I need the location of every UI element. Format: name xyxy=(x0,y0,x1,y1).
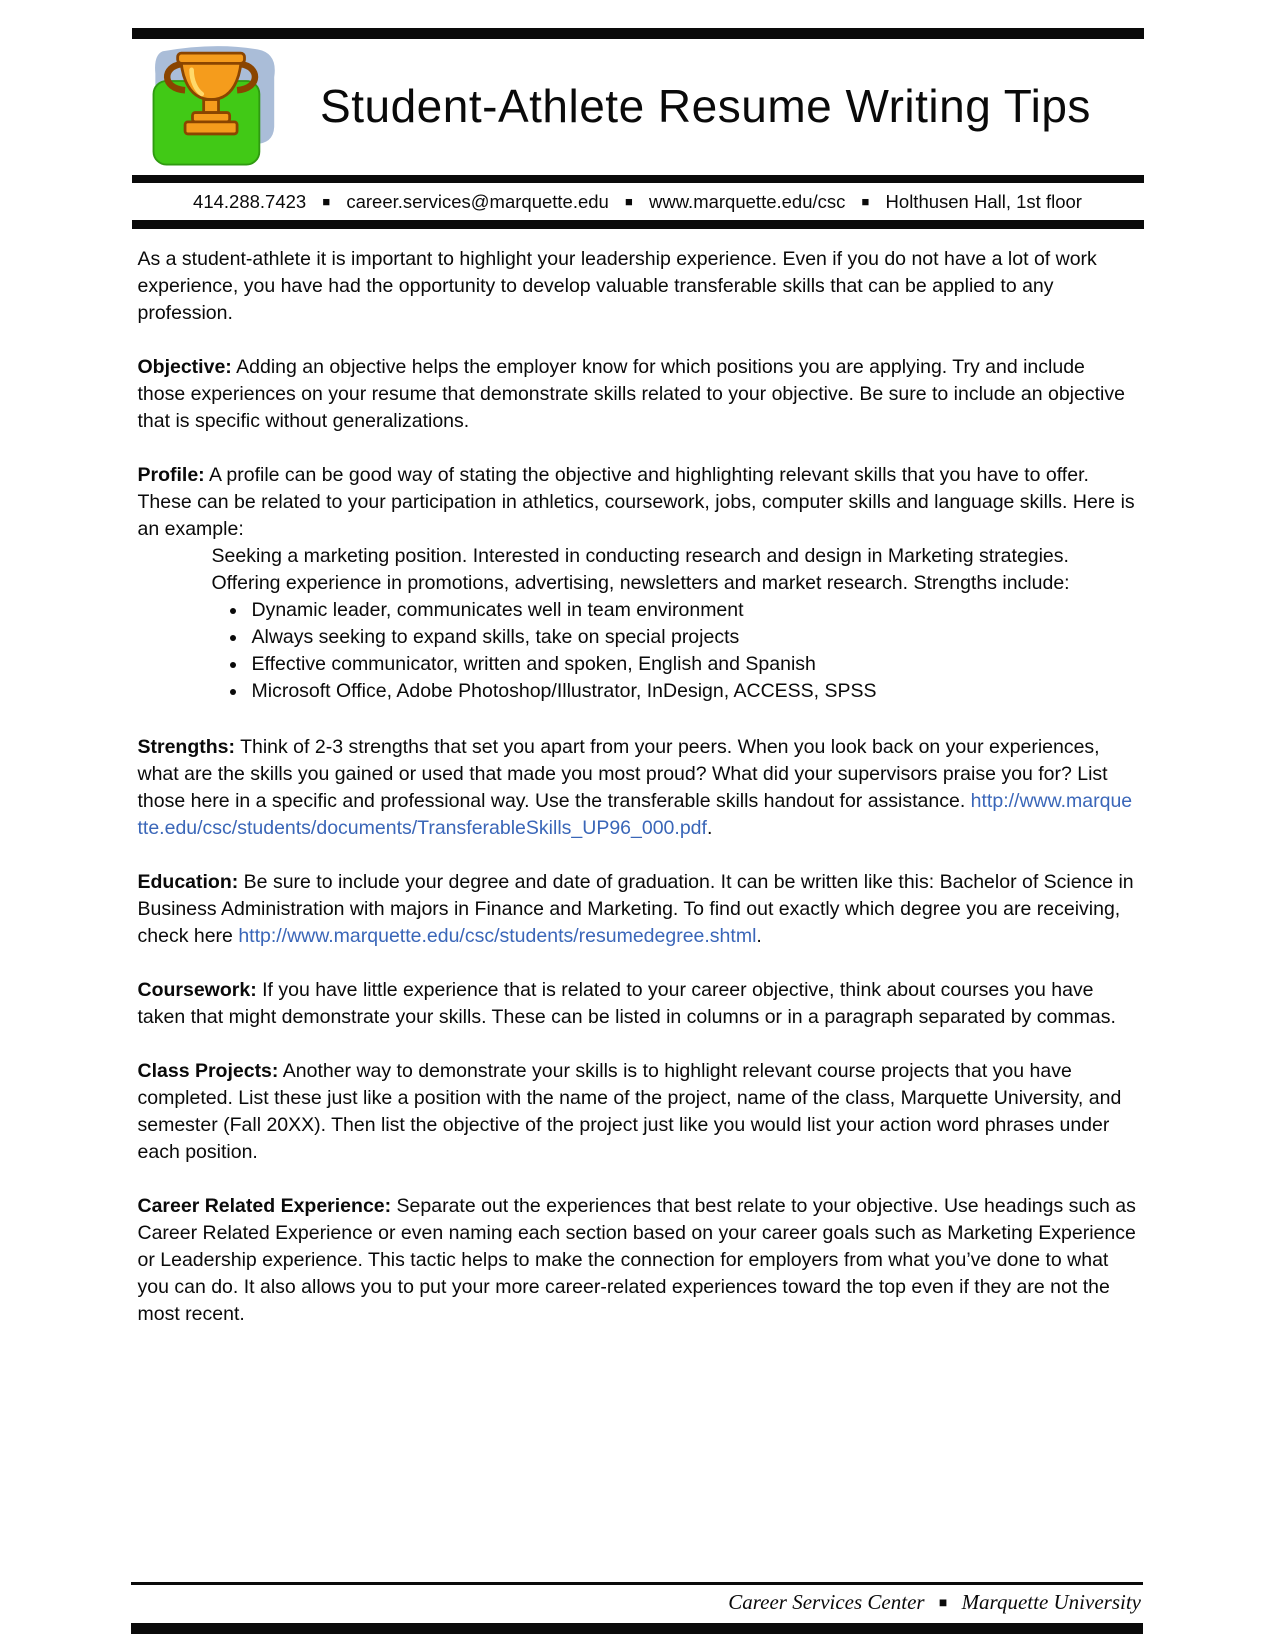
intro-text: As a student-athlete it is important to highlight your leadership experience. Even if you do not have a lot of work experience, you have had the opportunity to develop valuable transferable skills that can be applied to any profession. xyxy=(137,248,1097,324)
section-objective xyxy=(138,354,1138,435)
top-divider xyxy=(132,28,1144,39)
objective-text: Adding an objective helps the employer know for which positions you are applying. Try and include those experiences on your resume that demonstrate skills related to your objective. Be sure to include an objective that is specific without generalizations. xyxy=(137,356,1125,432)
section-profile xyxy=(138,462,1138,705)
contact-email: career.services@marquette.edu xyxy=(346,191,609,212)
contact-phone: 414.288.7423 xyxy=(193,191,307,212)
career-related-text: Separate out the experiences that best relate to your objective. Use headings such as Career Related Experience or even naming each section based on your career goals such as Marketing Experience or Leadership experience. This tactic helps to make the connection for employers from what you’ve done to what you can do. It also allows you to put your more career-related experiences toward the top even if they are not the most recent. xyxy=(137,1195,1136,1325)
header xyxy=(132,41,1144,171)
section-education xyxy=(138,869,1138,950)
separator-square-icon: ■ xyxy=(938,1596,948,1611)
profile-example: Seeking a marketing position. Interested in conducting research and design in Marketing strategies. Offering experience in promotions, advertising, newsletters and market research. Strengths include: xyxy=(211,545,1070,594)
strengths-label: Strengths: xyxy=(137,736,235,758)
separator-square-icon: ■ xyxy=(322,194,331,209)
header-divider xyxy=(132,175,1144,183)
footer xyxy=(131,1582,1143,1634)
education-period: . xyxy=(756,925,762,947)
footer-text xyxy=(131,1585,1143,1623)
list-item: • Always seeking to expand skills, take on special projects xyxy=(248,624,1138,651)
strengths-text: Think of 2-3 strengths that set you apart from your peers. When you look back on your experiences, what are the skills you gained or used that made you most proud? What did your supervisors praise you for? List those here in a specific and professional way. Use the transferable skills handout for assistance. xyxy=(137,736,1108,812)
transferable-skills-link[interactable]: http://www.marquette.edu/csc/students/documents/TransferableSkills_UP96_000.pdf xyxy=(137,790,1133,839)
profile-paragraph xyxy=(138,462,1138,543)
footer-right-label: Marquette University xyxy=(961,1590,1141,1614)
section-coursework xyxy=(138,977,1138,1031)
intro-paragraph xyxy=(138,246,1138,327)
profile-label: Profile: xyxy=(137,464,205,486)
page-title: Student-Athlete Resume Writing Tips xyxy=(320,80,1091,132)
contact-divider xyxy=(132,220,1144,229)
coursework-text: If you have little experience that is related to your career objective, think about courses you have taken that might demonstrate your skills. These can be listed in columns or in a paragraph separated by commas. xyxy=(137,979,1116,1028)
separator-square-icon: ■ xyxy=(861,194,870,209)
resume-degree-link[interactable]: http://www.marquette.edu/csc/students/resumedegree.shtml xyxy=(238,925,757,947)
list-item: • Dynamic leader, communicates well in team environment xyxy=(248,597,1138,624)
contact-location: Holthusen Hall, 1st floor xyxy=(885,191,1082,212)
objective-label: Objective: xyxy=(137,356,232,378)
profile-bullet-list xyxy=(214,597,1138,705)
education-label: Education: xyxy=(137,871,239,893)
trophy-icon xyxy=(138,42,288,170)
footer-thick-divider xyxy=(131,1623,1143,1634)
career-related-label: Career Related Experience: xyxy=(137,1195,392,1217)
contact-line xyxy=(0,183,1275,220)
class-projects-text: Another way to demonstrate your skills is to highlight relevant course projects that you have completed. List these just like a position with the name of the project, name of the class, Marquette University, and semester (Fall 20XX). Then list the objective of the project just like you would list your action word phrases under each position. xyxy=(137,1060,1122,1163)
list-item: • Effective communicator, written and spoken, English and Spanish xyxy=(248,651,1138,678)
coursework-label: Coursework: xyxy=(137,979,257,1001)
section-career-related xyxy=(138,1193,1138,1328)
profile-text: A profile can be good way of stating the objective and highlighting relevant skills that you have to offer. These can be related to your participation in athletics, coursework, jobs, computer skills and language skills. Here is an example: xyxy=(137,464,1135,540)
class-projects-label: Class Projects: xyxy=(137,1060,279,1082)
section-class-projects xyxy=(138,1058,1138,1166)
education-text: Be sure to include your degree and date of graduation. It can be written like this: Bachelor of Science in Business Administration with majors in Finance and Marketing. To find out exactly which degree you are receiving, check here xyxy=(137,871,1134,947)
contact-website: www.marquette.edu/csc xyxy=(649,191,846,212)
list-item: • Microsoft Office, Adobe Photoshop/Illustrator, InDesign, ACCESS, SPSS xyxy=(248,678,1138,705)
document-body xyxy=(138,229,1138,1328)
separator-square-icon: ■ xyxy=(625,194,633,209)
section-strengths xyxy=(138,734,1138,842)
footer-left-label: Career Services Center xyxy=(728,1590,925,1614)
strengths-period: . xyxy=(706,817,713,839)
